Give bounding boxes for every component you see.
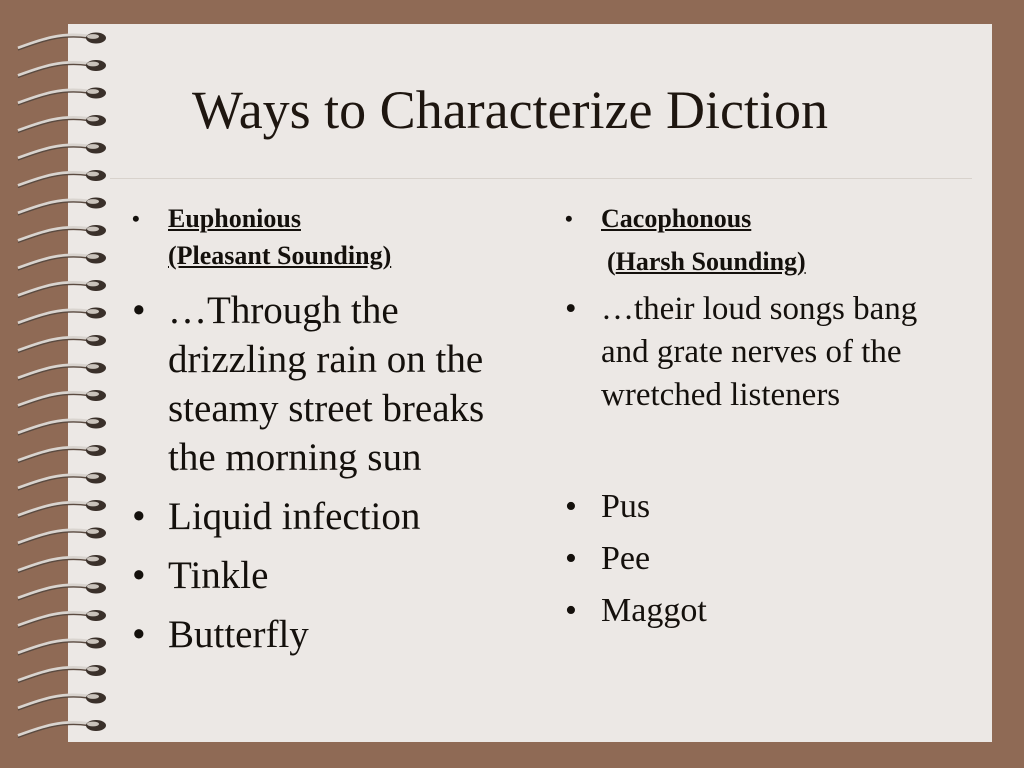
cacophonous-word: • Pus bbox=[563, 481, 963, 533]
euphonious-heading bbox=[130, 200, 530, 274]
binding-ring-icon bbox=[18, 60, 106, 78]
binding-ring-icon bbox=[18, 198, 106, 216]
binding-ring-icon bbox=[18, 390, 106, 408]
binding-ring-icon bbox=[18, 445, 106, 463]
binding-ring-icon bbox=[18, 225, 106, 243]
cacophonous-subheading-open: ( bbox=[607, 247, 616, 276]
cacophonous-heading bbox=[563, 200, 963, 237]
cacophonous-example: • …their loud songs bang and grate nerves of the wretched listeners bbox=[563, 288, 963, 417]
binding-ring-icon bbox=[18, 143, 106, 161]
binding-ring-icon bbox=[18, 33, 106, 51]
binding-ring-icon bbox=[18, 500, 106, 518]
binding-ring-icon bbox=[18, 720, 106, 738]
cacophonous-word: • Pee bbox=[563, 533, 963, 585]
binding-ring-icon bbox=[18, 555, 106, 573]
euphonious-word: • Liquid infection bbox=[130, 492, 530, 541]
euphonious-column bbox=[130, 200, 530, 659]
binding-ring-icon bbox=[18, 583, 106, 601]
binding-ring-icon bbox=[18, 473, 106, 491]
binding-ring-icon bbox=[18, 610, 106, 628]
binding-ring-icon bbox=[18, 665, 106, 683]
binding-ring-icon bbox=[18, 280, 106, 298]
cacophonous-column bbox=[563, 200, 963, 637]
euphonious-word: • Butterfly bbox=[130, 610, 530, 659]
euphonious-word: • Tinkle bbox=[130, 551, 530, 600]
binding-ring-icon bbox=[18, 528, 106, 546]
binding-ring-icon bbox=[18, 693, 106, 711]
slide-title: Ways to Characterize Diction bbox=[192, 80, 828, 140]
binding-ring-icon bbox=[18, 363, 106, 381]
title-divider bbox=[110, 178, 972, 179]
binding-ring-icon bbox=[18, 170, 106, 188]
euphonious-example: • …Through the drizzling rain on the steamy street breaks the morning sun bbox=[130, 286, 530, 482]
euphonious-heading-sub: (Pleasant Sounding) bbox=[168, 241, 392, 270]
euphonious-heading-label: Euphonious bbox=[168, 204, 301, 233]
cacophonous-word: • Maggot bbox=[563, 585, 963, 637]
cacophonous-subheading bbox=[563, 243, 963, 280]
binding-ring-icon bbox=[18, 253, 106, 271]
cacophonous-subheading-label: Harsh Sounding) bbox=[615, 247, 806, 276]
binding-ring-icon bbox=[18, 308, 106, 326]
binding-ring-icon bbox=[18, 418, 106, 436]
binding-ring-icon bbox=[18, 638, 106, 656]
cacophonous-heading-label: Cacophonous bbox=[601, 204, 752, 233]
binding-ring-icon bbox=[18, 335, 106, 353]
